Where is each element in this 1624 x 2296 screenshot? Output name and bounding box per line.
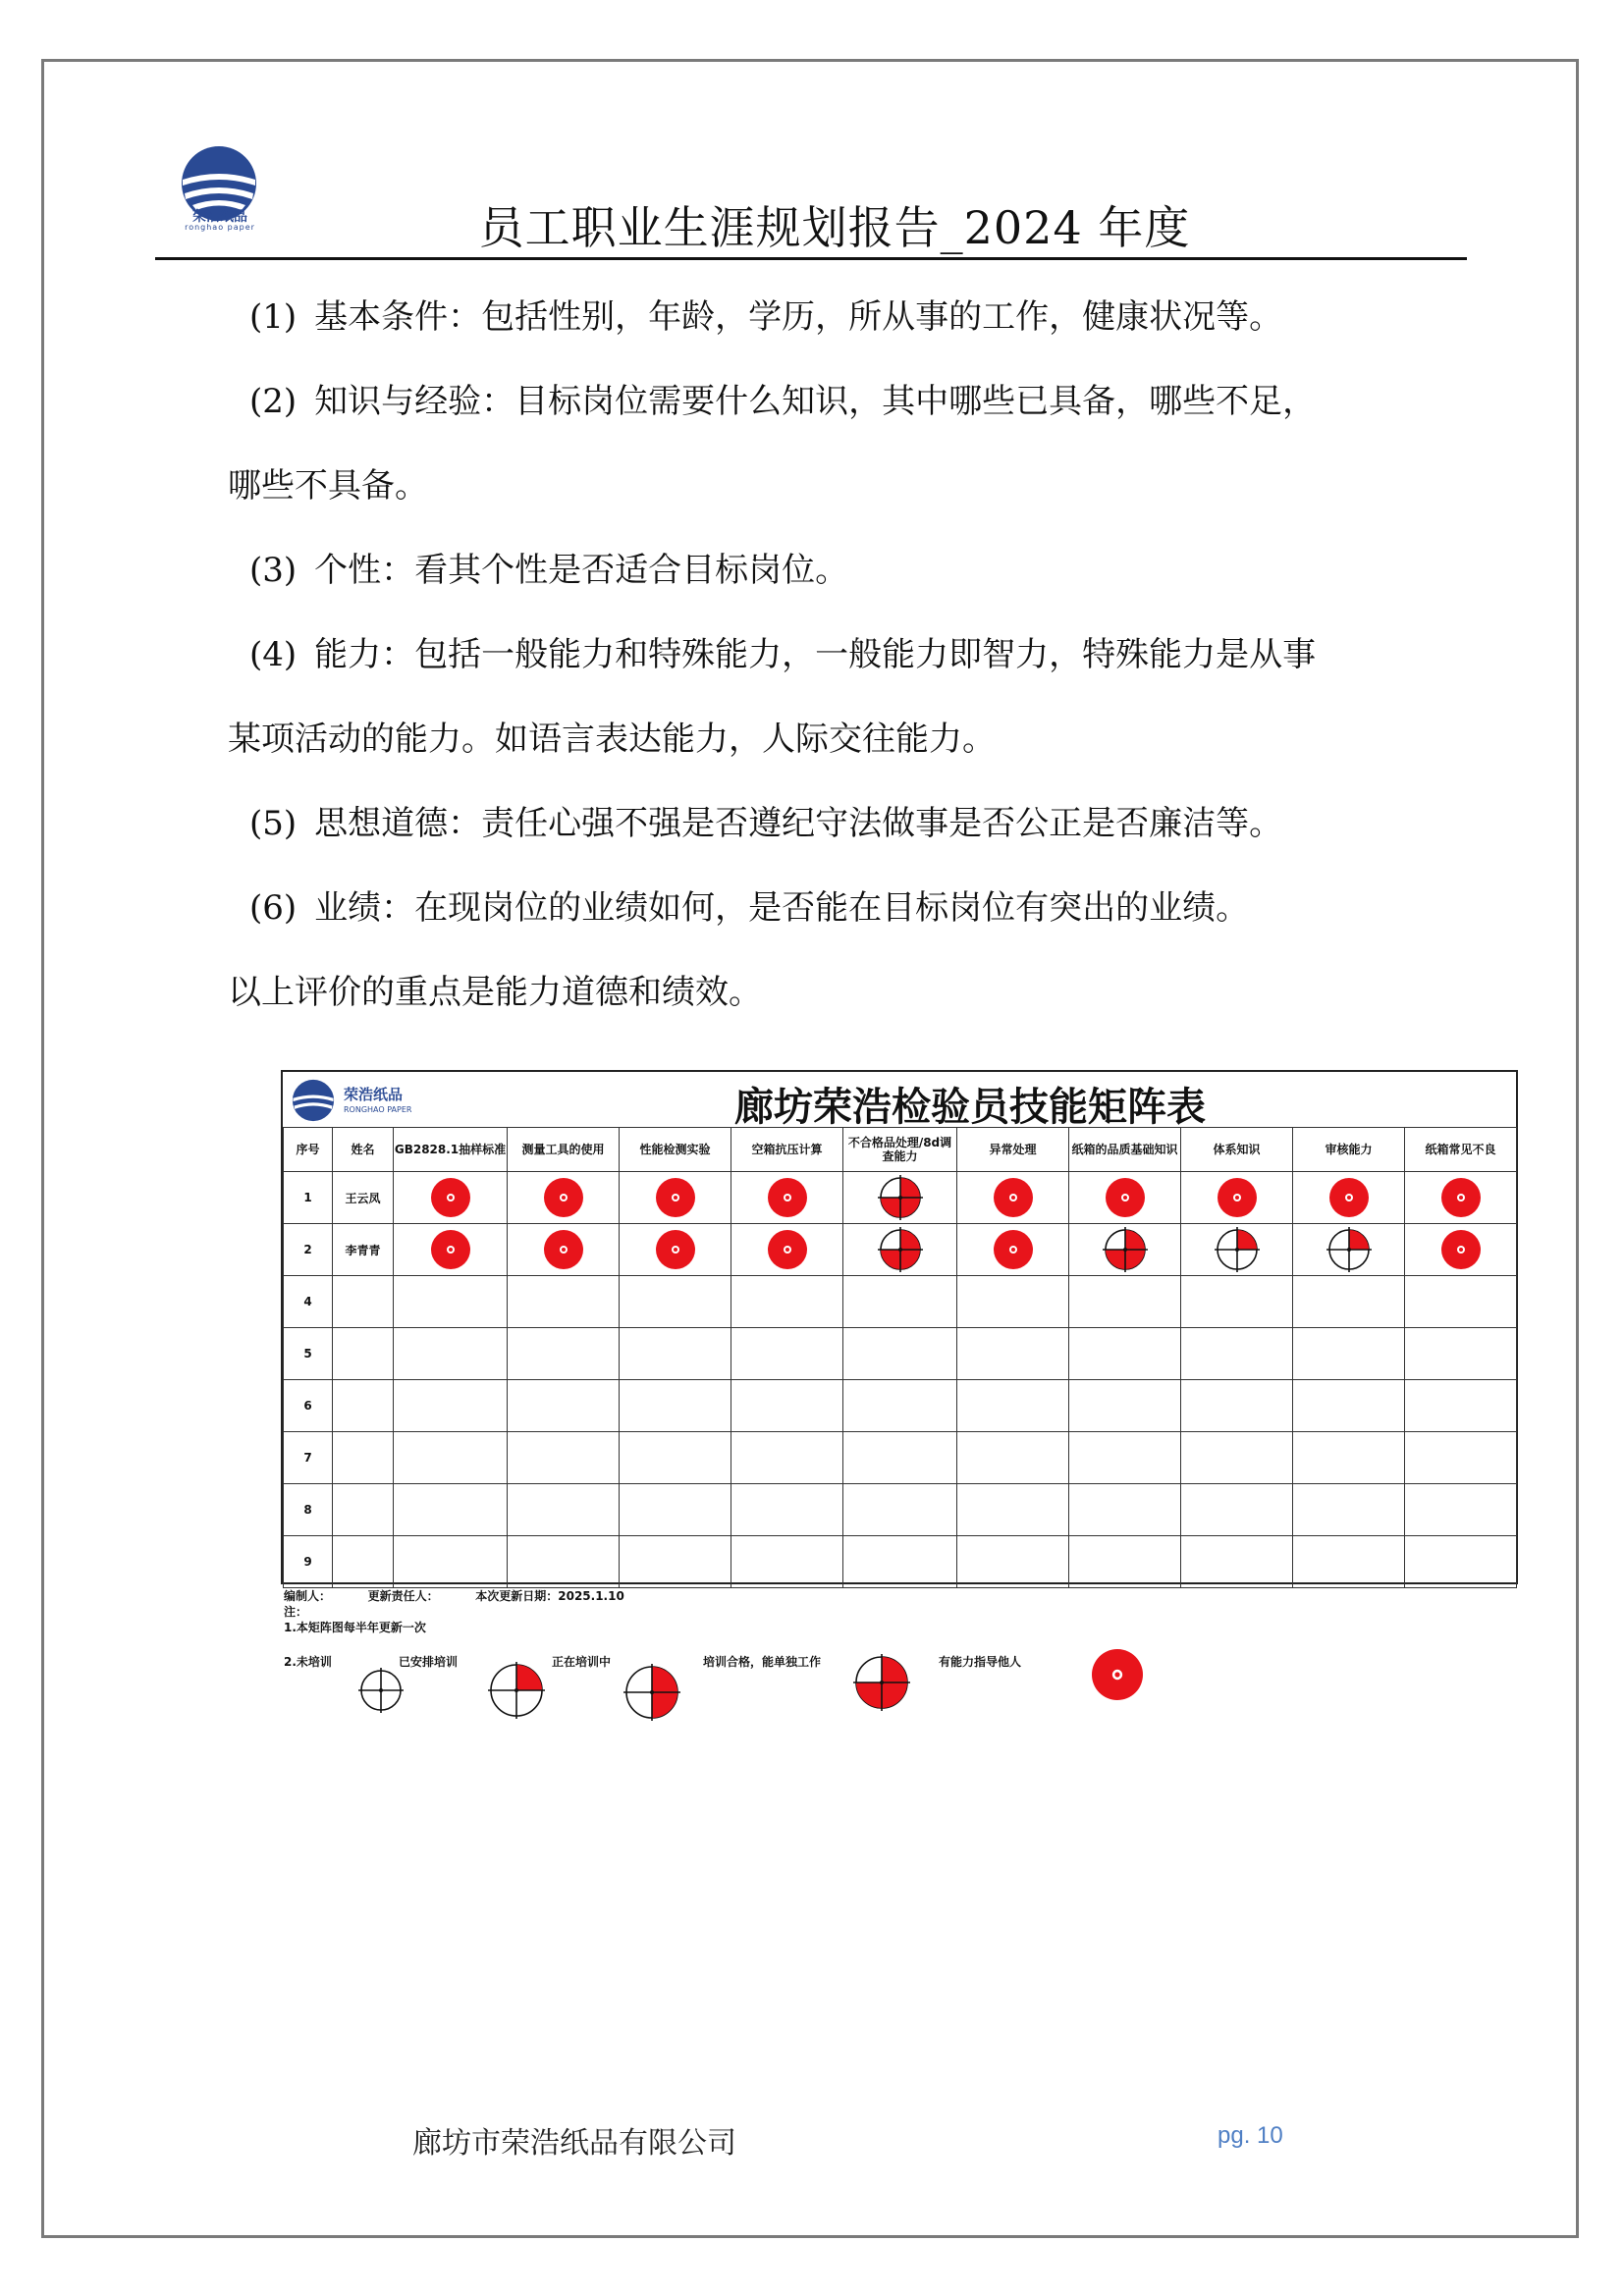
skill-cell xyxy=(1405,1276,1517,1328)
skill-cell xyxy=(1069,1328,1181,1380)
matrix-table xyxy=(283,1127,1517,1588)
skill-cell xyxy=(957,1328,1069,1380)
skill-level-icon xyxy=(990,1226,1037,1273)
skill-cell xyxy=(620,1328,731,1380)
skill-cell xyxy=(1405,1484,1517,1536)
skill-level-icon xyxy=(427,1174,474,1221)
skill-cell xyxy=(1069,1276,1181,1328)
paragraph: (4) 能力：包括一般能力和特殊能力，一般能力即智力，特殊能力是从事 xyxy=(249,635,1317,674)
skill-cell xyxy=(1181,1224,1293,1276)
skill-cell xyxy=(508,1224,620,1276)
skill-cell xyxy=(1293,1172,1405,1224)
skill-cell xyxy=(394,1484,508,1536)
skill-cell xyxy=(620,1276,731,1328)
matrix-row xyxy=(284,1276,1517,1328)
skill-cell xyxy=(731,1224,843,1276)
matrix-column-header: 体系知识 xyxy=(1181,1128,1293,1172)
footer-company: 廊坊市荣浩纸品有限公司 xyxy=(412,2126,736,2161)
skill-cell xyxy=(394,1224,508,1276)
legend-icon xyxy=(1088,1645,1147,1708)
note-1: 1.本矩阵图每半年更新一次 xyxy=(284,1621,426,1634)
skill-cell xyxy=(508,1328,620,1380)
matrix-column-header: 测量工具的使用 xyxy=(508,1128,620,1172)
skill-cell xyxy=(1181,1484,1293,1536)
matrix-logo-text: 荣浩纸品 xyxy=(344,1086,404,1103)
matrix-column-header: 不合格品处理/8d调查能力 xyxy=(843,1128,957,1172)
skill-cell xyxy=(1405,1224,1517,1276)
skill-cell xyxy=(843,1380,957,1432)
employee-name xyxy=(333,1328,394,1380)
header-divider xyxy=(155,257,1467,260)
skill-cell xyxy=(1181,1328,1293,1380)
skill-cell xyxy=(843,1172,957,1224)
legend-label: 培训合格，能单独工作 xyxy=(703,1655,822,1669)
skill-cell xyxy=(1293,1432,1405,1484)
skill-cell xyxy=(957,1432,1069,1484)
employee-name: 李青青 xyxy=(333,1224,394,1276)
skill-matrix xyxy=(281,1070,1518,1584)
body-text xyxy=(228,275,1475,1035)
skill-cell xyxy=(620,1380,731,1432)
employee-name xyxy=(333,1380,394,1432)
skill-cell xyxy=(508,1172,620,1224)
matrix-row xyxy=(284,1380,1517,1432)
legend-label: 已安排培训 xyxy=(399,1655,459,1669)
skill-level-icon xyxy=(652,1174,699,1221)
matrix-row xyxy=(284,1484,1517,1536)
skill-level-icon xyxy=(652,1226,699,1273)
skill-cell xyxy=(957,1276,1069,1328)
skill-cell xyxy=(843,1224,957,1276)
skill-cell xyxy=(1181,1276,1293,1328)
skill-level-icon xyxy=(877,1226,924,1273)
skill-cell xyxy=(394,1172,508,1224)
skill-cell xyxy=(1069,1172,1181,1224)
matrix-column-header: 空箱抗压计算 xyxy=(731,1128,843,1172)
editor-label: 编制人： xyxy=(284,1589,332,1603)
skill-level-icon xyxy=(877,1174,924,1221)
skill-cell xyxy=(620,1432,731,1484)
matrix-meta xyxy=(284,1588,624,1604)
matrix-column-header: 纸箱常见不良 xyxy=(1405,1128,1517,1172)
matrix-logo-icon xyxy=(289,1076,338,1125)
employee-name xyxy=(333,1276,394,1328)
skill-cell xyxy=(1293,1276,1405,1328)
skill-cell xyxy=(508,1432,620,1484)
skill-cell xyxy=(731,1276,843,1328)
skill-level-icon xyxy=(357,1667,405,1714)
skill-cell xyxy=(1405,1536,1517,1588)
skill-cell xyxy=(508,1536,620,1588)
skill-cell xyxy=(508,1484,620,1536)
skill-cell xyxy=(731,1432,843,1484)
matrix-row xyxy=(284,1224,1517,1276)
row-number: 6 xyxy=(284,1380,333,1432)
matrix-column-header: 纸箱的品质基础知识 xyxy=(1069,1128,1181,1172)
skill-level-icon xyxy=(540,1226,587,1273)
matrix-row xyxy=(284,1432,1517,1484)
skill-level-icon xyxy=(1214,1226,1261,1273)
skill-cell xyxy=(731,1484,843,1536)
skill-cell xyxy=(1069,1380,1181,1432)
row-number: 4 xyxy=(284,1276,333,1328)
skill-cell xyxy=(1293,1380,1405,1432)
skill-cell xyxy=(957,1536,1069,1588)
skill-level-icon xyxy=(1214,1174,1261,1221)
skill-cell xyxy=(843,1276,957,1328)
paragraph-continuation: 哪些不具备。 xyxy=(228,466,428,506)
skill-cell xyxy=(1293,1328,1405,1380)
skill-level-icon xyxy=(1102,1226,1149,1273)
skill-cell xyxy=(1293,1536,1405,1588)
paragraph-continuation: 某项活动的能力。如语言表达能力，人际交往能力。 xyxy=(228,720,996,759)
legend-icon xyxy=(623,1663,681,1726)
skill-cell xyxy=(957,1172,1069,1224)
matrix-title: 廊坊荣浩检验员技能矩阵表 xyxy=(734,1085,1206,1130)
matrix-row xyxy=(284,1536,1517,1588)
skill-cell xyxy=(731,1328,843,1380)
skill-level-icon xyxy=(1088,1645,1147,1704)
skill-cell xyxy=(731,1380,843,1432)
matrix-column-header: 性能检测实验 xyxy=(620,1128,731,1172)
skill-cell xyxy=(1293,1484,1405,1536)
legend-icon xyxy=(852,1653,911,1716)
skill-cell xyxy=(508,1276,620,1328)
paragraph: (3) 个性：看其个性是否适合目标岗位。 xyxy=(249,551,849,590)
skill-cell xyxy=(620,1536,731,1588)
skill-cell xyxy=(957,1380,1069,1432)
skill-cell xyxy=(394,1536,508,1588)
skill-cell xyxy=(1293,1224,1405,1276)
skill-cell xyxy=(1069,1536,1181,1588)
skill-cell xyxy=(1069,1432,1181,1484)
matrix-column-header: GB2828.1抽样标准 xyxy=(394,1128,508,1172)
employee-name: 王云凤 xyxy=(333,1172,394,1224)
legend-icon xyxy=(357,1667,405,1718)
paragraph-continuation: 以上评价的重点是能力道德和绩效。 xyxy=(228,973,762,1012)
skill-cell xyxy=(843,1432,957,1484)
skill-cell xyxy=(1181,1172,1293,1224)
skill-level-icon xyxy=(1437,1174,1485,1221)
skill-cell xyxy=(1181,1432,1293,1484)
row-number: 5 xyxy=(284,1328,333,1380)
skill-cell xyxy=(1405,1328,1517,1380)
row-number: 9 xyxy=(284,1536,333,1588)
skill-level-icon xyxy=(540,1174,587,1221)
skill-level-icon xyxy=(1437,1226,1485,1273)
row-number: 1 xyxy=(284,1172,333,1224)
skill-cell xyxy=(508,1380,620,1432)
employee-name xyxy=(333,1536,394,1588)
skill-cell xyxy=(1069,1224,1181,1276)
paragraph: (1) 基本条件：包括性别，年龄，学历，所从事的工作，健康状况等。 xyxy=(249,297,1283,337)
skill-level-icon xyxy=(623,1663,681,1722)
skill-level-icon xyxy=(1102,1174,1149,1221)
skill-level-icon xyxy=(764,1226,811,1273)
paragraph: (6) 业绩：在现岗位的业绩如何，是否能在目标岗位有突出的业绩。 xyxy=(249,888,1250,928)
skill-cell xyxy=(731,1536,843,1588)
skill-cell xyxy=(620,1484,731,1536)
page-number: pg. 10 xyxy=(1218,2122,1283,2149)
skill-cell xyxy=(620,1172,731,1224)
matrix-notes xyxy=(284,1588,624,1635)
skill-level-icon xyxy=(427,1226,474,1273)
document-title: 员工职业生涯规划报告_2024 年度 xyxy=(478,201,1191,254)
skill-cell xyxy=(843,1536,957,1588)
matrix-column-header: 序号 xyxy=(284,1128,333,1172)
skill-level-icon xyxy=(990,1174,1037,1221)
legend-icon xyxy=(487,1661,546,1724)
skill-cell xyxy=(394,1276,508,1328)
skill-cell xyxy=(620,1224,731,1276)
skill-level-icon xyxy=(852,1653,911,1712)
matrix-row xyxy=(284,1328,1517,1380)
update-date: 本次更新日期：2025.1.10 xyxy=(475,1589,624,1603)
skill-level-icon xyxy=(764,1174,811,1221)
row-number: 2 xyxy=(284,1224,333,1276)
row-number: 8 xyxy=(284,1484,333,1536)
skill-cell xyxy=(394,1432,508,1484)
matrix-column-header: 审核能力 xyxy=(1293,1128,1405,1172)
paragraph: (5) 思想道德：责任心强不强是否遵纪守法做事是否公正是否廉洁等。 xyxy=(249,804,1283,843)
logo-text: 荣浩纸品 xyxy=(192,209,247,225)
skill-cell xyxy=(394,1380,508,1432)
skill-cell xyxy=(1181,1536,1293,1588)
legend-label: 有能力指导他人 xyxy=(939,1655,1022,1669)
matrix-column-header: 异常处理 xyxy=(957,1128,1069,1172)
skill-cell xyxy=(1181,1380,1293,1432)
matrix-row xyxy=(284,1172,1517,1224)
employee-name xyxy=(333,1484,394,1536)
matrix-column-header: 姓名 xyxy=(333,1128,394,1172)
matrix-header-row xyxy=(284,1128,1517,1172)
paragraph: (2) 知识与经验：目标岗位需要什么知识，其中哪些已具备，哪些不足， xyxy=(249,382,1317,421)
matrix-logo-subtext: RONGHAO PAPER xyxy=(344,1105,412,1114)
notes-title: 注： xyxy=(284,1605,308,1619)
skill-cell xyxy=(957,1224,1069,1276)
skill-level-icon xyxy=(487,1661,546,1720)
row-number: 7 xyxy=(284,1432,333,1484)
skill-cell xyxy=(1405,1432,1517,1484)
legend-label: 正在培训中 xyxy=(552,1655,612,1669)
skill-cell xyxy=(1069,1484,1181,1536)
skill-level-icon xyxy=(1326,1174,1373,1221)
skill-cell xyxy=(957,1484,1069,1536)
skill-cell xyxy=(843,1484,957,1536)
legend-label: 2.未培训 xyxy=(284,1655,332,1669)
skill-cell xyxy=(1405,1172,1517,1224)
skill-cell xyxy=(843,1328,957,1380)
skill-level-icon xyxy=(1326,1226,1373,1273)
skill-cell xyxy=(394,1328,508,1380)
employee-name xyxy=(333,1432,394,1484)
skill-cell xyxy=(731,1172,843,1224)
logo-subtext: ronghao paper xyxy=(185,223,255,232)
skill-cell xyxy=(1405,1380,1517,1432)
updater-label: 更新责任人： xyxy=(367,1589,439,1603)
